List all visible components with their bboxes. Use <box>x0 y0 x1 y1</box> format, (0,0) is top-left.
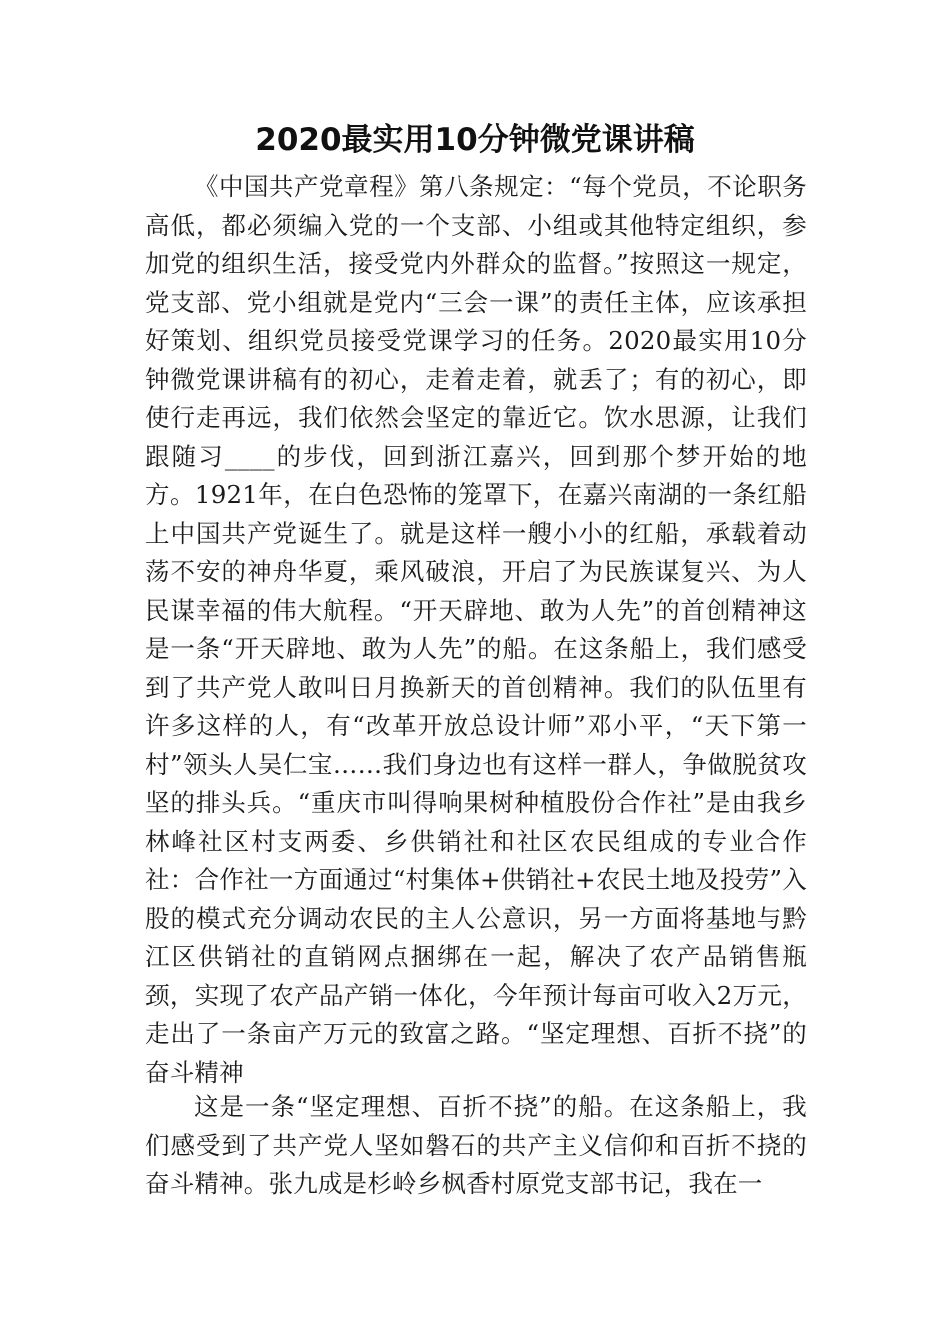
body-paragraph-1: 《中国共产党章程》第八条规定：“每个党员，不论职务高低，都必须编入党的一个支部、小组或其他特定组织，参加党的组织生活，接受党内外群众的监督。”按照这一规定，党支部、党小组就是党内“三会一课”的责任主体，应该承担好策划、组织党员接受党课学习的任务。2020最实用10分钟微党课讲稿有的初心，走着走着，就丢了；有的初心，即使行走再远，我们依然会坚定的靠近它。饮水思源，让我们跟随习____的步伐，回到浙江嘉兴，回到那个梦开始的地方。1921年，在白色恐怖的笼罩下，在嘉兴南湖的一条红船上中国共产党诞生了。就是这样一艘小小的红船，承载着动荡不安的神舟华夏，乘风破浪，开启了为民族谋复兴、为人民谋幸福的伟大航程。“开天辟地、敢为人先”的首创精神这是一条“开天辟地、敢为人先”的船。在这条船上，我们感受到了共产党人敢叫日月换新天的首创精神。我们的队伍里有许多这样的人，有“改革开放总设计师”邓小平，“天下第一村”领头人吴仁宝……我们身边也有这样一群人，争做脱贫攻坚的排头兵。“重庆市叫得响果树种植股份合作社”是由我乡林峰社区村支两委、乡供销社和社区农民组成的专业合作社：合作社一方面通过“村集体+供销社+农民土地及投劳”入股的模式充分调动农民的主人公意识，另一方面将基地与黔江区供销社的直销网点捆绑在一起，解决了农产品销售瓶颈，实现了农产品产销一体化，今年预计每亩可收入2万元，走出了一条亩产万元的致富之路。“坚定理想、百折不挠”的奋斗精神 <box>145 172 807 1087</box>
document-title: 2020最实用10分钟微党课讲稿 <box>255 122 695 158</box>
body-paragraph-2: 这是一条“坚定理想、百折不挠”的船。在这条船上，我们感受到了共产党人坚如磐石的共产主义信仰和百折不挠的奋斗精神。张九成是杉岭乡枫香村原党支部书记，我在一 <box>145 1092 807 1198</box>
